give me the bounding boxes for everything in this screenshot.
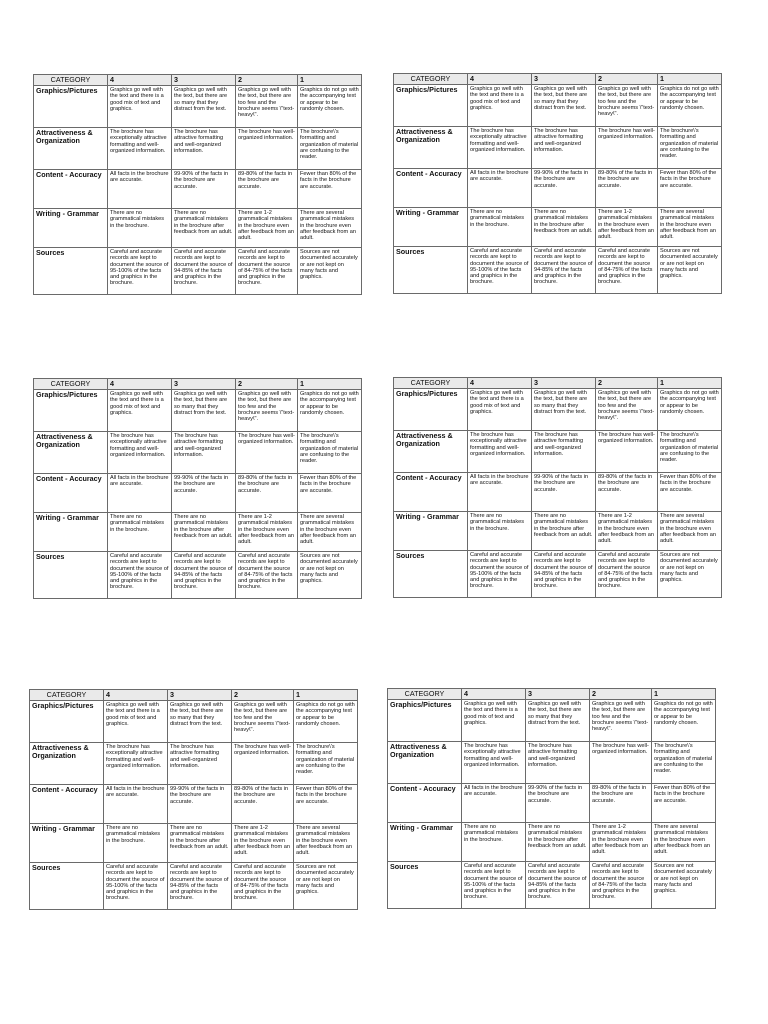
table-row [388, 823, 716, 862]
criteria-cell: There are no grammatical mistakes in the brochure. [468, 512, 532, 551]
criteria-cell: Careful and accurate records are kept to document the source of 95-100% of the facts and graphics in the brochure. [104, 863, 168, 910]
rubric-table [33, 74, 362, 295]
score-header-1: 1 [298, 75, 362, 86]
criteria-cell: The brochure has exceptionally attractive formatting and well-organized information. [108, 432, 172, 474]
table-row [34, 390, 362, 432]
score-header-3: 3 [172, 379, 236, 390]
score-header-3: 3 [172, 75, 236, 86]
criteria-cell: Careful and accurate records are kept to document the source of 94-85% of the facts and graphics in the brochure. [532, 247, 596, 294]
score-header-3: 3 [532, 74, 596, 85]
rubric-table [33, 378, 362, 599]
criteria-cell: Graphics go well with the text and there is a good mix of text and graphics. [468, 389, 532, 431]
category-label-content-accuracy: Content - Accuracy [34, 170, 108, 209]
criteria-cell: Careful and accurate records are kept to document the source of 94-85% of the facts and graphics in the brochure. [168, 863, 232, 910]
criteria-cell: Graphics do not go with the accompanying text or appear to be randomly chosen. [294, 701, 358, 743]
rubric-table [29, 689, 358, 910]
table-row [34, 552, 362, 599]
criteria-cell: Graphics go well with the text and there is a good mix of text and graphics. [462, 700, 526, 742]
criteria-cell: Careful and accurate records are kept to document the source of 84-75% of the facts and graphics in the brochure. [236, 248, 298, 295]
criteria-cell: Sources are not documented accurately or are not kept on many facts and graphics. [658, 247, 722, 294]
score-header-2: 2 [232, 690, 294, 701]
criteria-cell: Graphics do not go with the accompanying text or appear to be randomly chosen. [658, 389, 722, 431]
category-label-sources: Sources [388, 862, 462, 909]
category-label-attractiveness-organization: Attractiveness & Organization [30, 743, 104, 785]
header-row [388, 689, 716, 700]
criteria-cell: There are 1-2 grammatical mistakes in the brochure even after feedback from an adult. [232, 824, 294, 863]
header-row [30, 690, 358, 701]
rubric-table [393, 377, 722, 598]
criteria-cell: 99-90% of the facts in the brochure are accurate. [526, 784, 590, 823]
criteria-cell: 89-80% of the facts in the brochure are accurate. [596, 169, 658, 208]
category-label-attractiveness-organization: Attractiveness & Organization [388, 742, 462, 784]
score-header-2: 2 [596, 74, 658, 85]
category-header: CATEGORY [34, 75, 108, 86]
criteria-cell: Graphics go well with the text and there is a good mix of text and graphics. [108, 390, 172, 432]
table-row [394, 551, 722, 598]
category-label-sources: Sources [34, 552, 108, 599]
criteria-cell: The brochure has attractive formatting and well-organized information. [172, 128, 236, 170]
criteria-cell: Graphics go well with the text, but there are so many that they distract from the text. [168, 701, 232, 743]
category-label-writing-grammar: Writing - Grammar [30, 824, 104, 863]
category-label-sources: Sources [394, 551, 468, 598]
category-header: CATEGORY [394, 378, 468, 389]
table-row [394, 389, 722, 431]
criteria-cell: Graphics do not go with the accompanying text or appear to be randomly chosen. [298, 390, 362, 432]
category-label-writing-grammar: Writing - Grammar [34, 513, 108, 552]
criteria-cell: There are no grammatical mistakes in the brochure. [104, 824, 168, 863]
criteria-cell: There are several grammatical mistakes in the brochure even after feedback from an adult. [652, 823, 716, 862]
criteria-cell: Careful and accurate records are kept to document the source of 94-85% of the facts and graphics in the brochure. [532, 551, 596, 598]
criteria-cell: Graphics go well with the text, but there are so many that they distract from the text. [526, 700, 590, 742]
criteria-cell: Sources are not documented accurately or are not kept on many facts and graphics. [658, 551, 722, 598]
criteria-cell: Graphics go well with the text, but there are so many that they distract from the text. [172, 86, 236, 128]
criteria-cell: Graphics go well with the text, but there are so many that they distract from the text. [532, 85, 596, 127]
score-header-4: 4 [468, 74, 532, 85]
category-label-graphics-pictures: Graphics/Pictures [388, 700, 462, 742]
criteria-cell: There are no grammatical mistakes in the brochure. [108, 209, 172, 248]
table-row [34, 86, 362, 128]
criteria-cell: 89-80% of the facts in the brochure are accurate. [236, 170, 298, 209]
header-row [34, 75, 362, 86]
criteria-cell: Careful and accurate records are kept to document the source of 84-75% of the facts and graphics in the brochure. [590, 862, 652, 909]
criteria-cell: 99-90% of the facts in the brochure are accurate. [532, 473, 596, 512]
criteria-cell: The brochure has well-organized information. [232, 743, 294, 785]
score-header-1: 1 [298, 379, 362, 390]
criteria-cell: There are several grammatical mistakes in the brochure even after feedback from an adult. [294, 824, 358, 863]
criteria-cell: The brochure has well-organized information. [590, 742, 652, 784]
table-row [394, 247, 722, 294]
criteria-cell: The brochure\'s formatting and organization of material are confusing to the reader. [294, 743, 358, 785]
criteria-cell: All facts in the brochure are accurate. [468, 473, 532, 512]
criteria-cell: The brochure has exceptionally attractive formatting and well-organized information. [468, 127, 532, 169]
table-row [394, 208, 722, 247]
criteria-cell: All facts in the brochure are accurate. [468, 169, 532, 208]
table-row [34, 209, 362, 248]
criteria-cell: The brochure has attractive formatting and well-organized information. [526, 742, 590, 784]
criteria-cell: Sources are not documented accurately or are not kept on many facts and graphics. [298, 248, 362, 295]
criteria-cell: 89-80% of the facts in the brochure are accurate. [236, 474, 298, 513]
category-header: CATEGORY [394, 74, 468, 85]
category-label-attractiveness-organization: Attractiveness & Organization [394, 127, 468, 169]
criteria-cell: The brochure\'s formatting and organization of material are confusing to the reader. [658, 431, 722, 473]
criteria-cell: Graphics do not go with the accompanying text or appear to be randomly chosen. [658, 85, 722, 127]
category-label-graphics-pictures: Graphics/Pictures [30, 701, 104, 743]
score-header-1: 1 [294, 690, 358, 701]
criteria-cell: The brochure has exceptionally attractive formatting and well-organized information. [108, 128, 172, 170]
criteria-cell: All facts in the brochure are accurate. [462, 784, 526, 823]
criteria-cell: The brochure\'s formatting and organization of material are confusing to the reader. [298, 128, 362, 170]
category-label-content-accuracy: Content - Accuracy [394, 473, 468, 512]
criteria-cell: All facts in the brochure are accurate. [104, 785, 168, 824]
category-label-attractiveness-organization: Attractiveness & Organization [34, 432, 108, 474]
criteria-cell: Careful and accurate records are kept to document the source of 95-100% of the facts and graphics in the brochure. [468, 551, 532, 598]
criteria-cell: There are 1-2 grammatical mistakes in the brochure even after feedback from an adult. [596, 208, 658, 247]
criteria-cell: 99-90% of the facts in the brochure are accurate. [168, 785, 232, 824]
table-row [30, 863, 358, 910]
rubric-table [387, 688, 716, 909]
criteria-cell: Graphics go well with the text, but there are too few and the brochure seems \"text-heavy\". [590, 700, 652, 742]
table-row [34, 170, 362, 209]
criteria-cell: Graphics go well with the text, but there are so many that they distract from the text. [172, 390, 236, 432]
score-header-4: 4 [468, 378, 532, 389]
category-label-content-accuracy: Content - Accuracy [394, 169, 468, 208]
criteria-cell: The brochure has attractive formatting and well-organized information. [172, 432, 236, 474]
criteria-cell: There are 1-2 grammatical mistakes in the brochure even after feedback from an adult. [236, 513, 298, 552]
criteria-cell: 89-80% of the facts in the brochure are accurate. [232, 785, 294, 824]
criteria-cell: The brochure has attractive formatting and well-organized information. [168, 743, 232, 785]
criteria-cell: There are 1-2 grammatical mistakes in the brochure even after feedback from an adult. [596, 512, 658, 551]
criteria-cell: Graphics go well with the text and there is a good mix of text and graphics. [468, 85, 532, 127]
criteria-cell: Sources are not documented accurately or are not kept on many facts and graphics. [294, 863, 358, 910]
criteria-cell: The brochure\'s formatting and organization of material are confusing to the reader. [298, 432, 362, 474]
score-header-4: 4 [104, 690, 168, 701]
criteria-cell: Fewer than 80% of the facts in the brochure are accurate. [658, 473, 722, 512]
category-label-graphics-pictures: Graphics/Pictures [34, 86, 108, 128]
criteria-cell: There are no grammatical mistakes in the brochure after feedback from an adult. [168, 824, 232, 863]
criteria-cell: Careful and accurate records are kept to document the source of 84-75% of the facts and graphics in the brochure. [232, 863, 294, 910]
criteria-cell: Graphics go well with the text, but there are too few and the brochure seems \"text-heavy\". [596, 389, 658, 431]
table-row [34, 474, 362, 513]
criteria-cell: All facts in the brochure are accurate. [108, 474, 172, 513]
category-label-writing-grammar: Writing - Grammar [394, 512, 468, 551]
category-label-sources: Sources [30, 863, 104, 910]
category-header: CATEGORY [388, 689, 462, 700]
criteria-cell: Graphics go well with the text and there is a good mix of text and graphics. [108, 86, 172, 128]
criteria-cell: Careful and accurate records are kept to document the source of 84-75% of the facts and graphics in the brochure. [596, 551, 658, 598]
criteria-cell: 99-90% of the facts in the brochure are accurate. [532, 169, 596, 208]
criteria-cell: Graphics go well with the text, but there are too few and the brochure seems \"text-heavy\". [232, 701, 294, 743]
criteria-cell: The brochure\'s formatting and organization of material are confusing to the reader. [658, 127, 722, 169]
criteria-cell: There are no grammatical mistakes in the brochure after feedback from an adult. [532, 512, 596, 551]
criteria-cell: Fewer than 80% of the facts in the brochure are accurate. [658, 169, 722, 208]
criteria-cell: Graphics go well with the text, but there are too few and the brochure seems \"text-heavy\". [236, 390, 298, 432]
criteria-cell: Fewer than 80% of the facts in the brochure are accurate. [652, 784, 716, 823]
table-row [394, 127, 722, 169]
criteria-cell: There are no grammatical mistakes in the brochure after feedback from an adult. [532, 208, 596, 247]
criteria-cell: Careful and accurate records are kept to document the source of 84-75% of the facts and graphics in the brochure. [596, 247, 658, 294]
criteria-cell: The brochure has well-organized information. [596, 431, 658, 473]
criteria-cell: There are several grammatical mistakes in the brochure even after feedback from an adult. [658, 512, 722, 551]
criteria-cell: Fewer than 80% of the facts in the brochure are accurate. [294, 785, 358, 824]
criteria-cell: The brochure has attractive formatting and well-organized information. [532, 127, 596, 169]
rubric-table [393, 73, 722, 294]
criteria-cell: 89-80% of the facts in the brochure are accurate. [596, 473, 658, 512]
criteria-cell: The brochure\'s formatting and organization of material are confusing to the reader. [652, 742, 716, 784]
criteria-cell: Careful and accurate records are kept to document the source of 95-100% of the facts and graphics in the brochure. [108, 552, 172, 599]
category-label-attractiveness-organization: Attractiveness & Organization [34, 128, 108, 170]
table-row [388, 862, 716, 909]
header-row [394, 378, 722, 389]
criteria-cell: Careful and accurate records are kept to document the source of 94-85% of the facts and graphics in the brochure. [172, 248, 236, 295]
category-label-sources: Sources [394, 247, 468, 294]
category-label-content-accuracy: Content - Accuracy [388, 784, 462, 823]
criteria-cell: Graphics go well with the text, but there are too few and the brochure seems \"text-heavy\". [236, 86, 298, 128]
score-header-2: 2 [596, 378, 658, 389]
table-row [388, 700, 716, 742]
table-row [30, 824, 358, 863]
category-label-attractiveness-organization: Attractiveness & Organization [394, 431, 468, 473]
score-header-3: 3 [168, 690, 232, 701]
criteria-cell: There are no grammatical mistakes in the brochure after feedback from an adult. [172, 209, 236, 248]
criteria-cell: 99-90% of the facts in the brochure are accurate. [172, 170, 236, 209]
criteria-cell: There are 1-2 grammatical mistakes in the brochure even after feedback from an adult. [590, 823, 652, 862]
criteria-cell: There are several grammatical mistakes in the brochure even after feedback from an adult. [298, 209, 362, 248]
score-header-2: 2 [236, 75, 298, 86]
table-row [34, 432, 362, 474]
criteria-cell: Careful and accurate records are kept to document the source of 95-100% of the facts and graphics in the brochure. [468, 247, 532, 294]
category-header: CATEGORY [30, 690, 104, 701]
criteria-cell: There are no grammatical mistakes in the brochure after feedback from an adult. [172, 513, 236, 552]
criteria-cell: 99-90% of the facts in the brochure are accurate. [172, 474, 236, 513]
score-header-1: 1 [658, 378, 722, 389]
table-row [30, 701, 358, 743]
table-row [394, 85, 722, 127]
table-row [34, 248, 362, 295]
criteria-cell: There are no grammatical mistakes in the brochure. [468, 208, 532, 247]
score-header-1: 1 [658, 74, 722, 85]
criteria-cell: There are no grammatical mistakes in the brochure. [108, 513, 172, 552]
criteria-cell: Careful and accurate records are kept to document the source of 94-85% of the facts and graphics in the brochure. [526, 862, 590, 909]
category-label-graphics-pictures: Graphics/Pictures [394, 85, 468, 127]
category-label-sources: Sources [34, 248, 108, 295]
table-row [388, 784, 716, 823]
score-header-1: 1 [652, 689, 716, 700]
score-header-2: 2 [236, 379, 298, 390]
criteria-cell: Sources are not documented accurately or are not kept on many facts and graphics. [298, 552, 362, 599]
criteria-cell: The brochure has exceptionally attractive formatting and well-organized information. [104, 743, 168, 785]
criteria-cell: There are no grammatical mistakes in the brochure. [462, 823, 526, 862]
header-row [394, 74, 722, 85]
criteria-cell: Careful and accurate records are kept to document the source of 94-85% of the facts and graphics in the brochure. [172, 552, 236, 599]
criteria-cell: Graphics do not go with the accompanying text or appear to be randomly chosen. [652, 700, 716, 742]
criteria-cell: Graphics go well with the text, but there are so many that they distract from the text. [532, 389, 596, 431]
header-row [34, 379, 362, 390]
category-label-writing-grammar: Writing - Grammar [388, 823, 462, 862]
criteria-cell: Graphics do not go with the accompanying text or appear to be randomly chosen. [298, 86, 362, 128]
criteria-cell: The brochure has well-organized information. [236, 128, 298, 170]
table-row [394, 512, 722, 551]
category-label-writing-grammar: Writing - Grammar [34, 209, 108, 248]
table-row [30, 743, 358, 785]
criteria-cell: There are several grammatical mistakes in the brochure even after feedback from an adult. [658, 208, 722, 247]
category-label-content-accuracy: Content - Accuracy [30, 785, 104, 824]
table-row [394, 473, 722, 512]
category-label-graphics-pictures: Graphics/Pictures [34, 390, 108, 432]
criteria-cell: Careful and accurate records are kept to document the source of 95-100% of the facts and graphics in the brochure. [462, 862, 526, 909]
criteria-cell: Careful and accurate records are kept to document the source of 95-100% of the facts and graphics in the brochure. [108, 248, 172, 295]
criteria-cell: There are 1-2 grammatical mistakes in the brochure even after feedback from an adult. [236, 209, 298, 248]
criteria-cell: Careful and accurate records are kept to document the source of 84-75% of the facts and graphics in the brochure. [236, 552, 298, 599]
criteria-cell: The brochure has well-organized information. [596, 127, 658, 169]
category-label-graphics-pictures: Graphics/Pictures [394, 389, 468, 431]
criteria-cell: 89-80% of the facts in the brochure are accurate. [590, 784, 652, 823]
category-label-writing-grammar: Writing - Grammar [394, 208, 468, 247]
criteria-cell: There are no grammatical mistakes in the brochure after feedback from an adult. [526, 823, 590, 862]
criteria-cell: Sources are not documented accurately or are not kept on many facts and graphics. [652, 862, 716, 909]
table-row [34, 513, 362, 552]
score-header-4: 4 [108, 379, 172, 390]
category-label-content-accuracy: Content - Accuracy [34, 474, 108, 513]
category-header: CATEGORY [34, 379, 108, 390]
criteria-cell: Graphics go well with the text, but there are too few and the brochure seems \"text-heavy\". [596, 85, 658, 127]
table-row [394, 169, 722, 208]
table-row [394, 431, 722, 473]
criteria-cell: Graphics go well with the text and there is a good mix of text and graphics. [104, 701, 168, 743]
criteria-cell: The brochure has well-organized information. [236, 432, 298, 474]
score-header-4: 4 [462, 689, 526, 700]
criteria-cell: Fewer than 80% of the facts in the brochure are accurate. [298, 170, 362, 209]
table-row [34, 128, 362, 170]
score-header-3: 3 [526, 689, 590, 700]
table-row [30, 785, 358, 824]
score-header-3: 3 [532, 378, 596, 389]
criteria-cell: The brochure has exceptionally attractive formatting and well-organized information. [468, 431, 532, 473]
score-header-4: 4 [108, 75, 172, 86]
table-row [388, 742, 716, 784]
criteria-cell: There are several grammatical mistakes in the brochure even after feedback from an adult. [298, 513, 362, 552]
criteria-cell: All facts in the brochure are accurate. [108, 170, 172, 209]
score-header-2: 2 [590, 689, 652, 700]
criteria-cell: The brochure has exceptionally attractive formatting and well-organized information. [462, 742, 526, 784]
criteria-cell: The brochure has attractive formatting and well-organized information. [532, 431, 596, 473]
criteria-cell: Fewer than 80% of the facts in the brochure are accurate. [298, 474, 362, 513]
